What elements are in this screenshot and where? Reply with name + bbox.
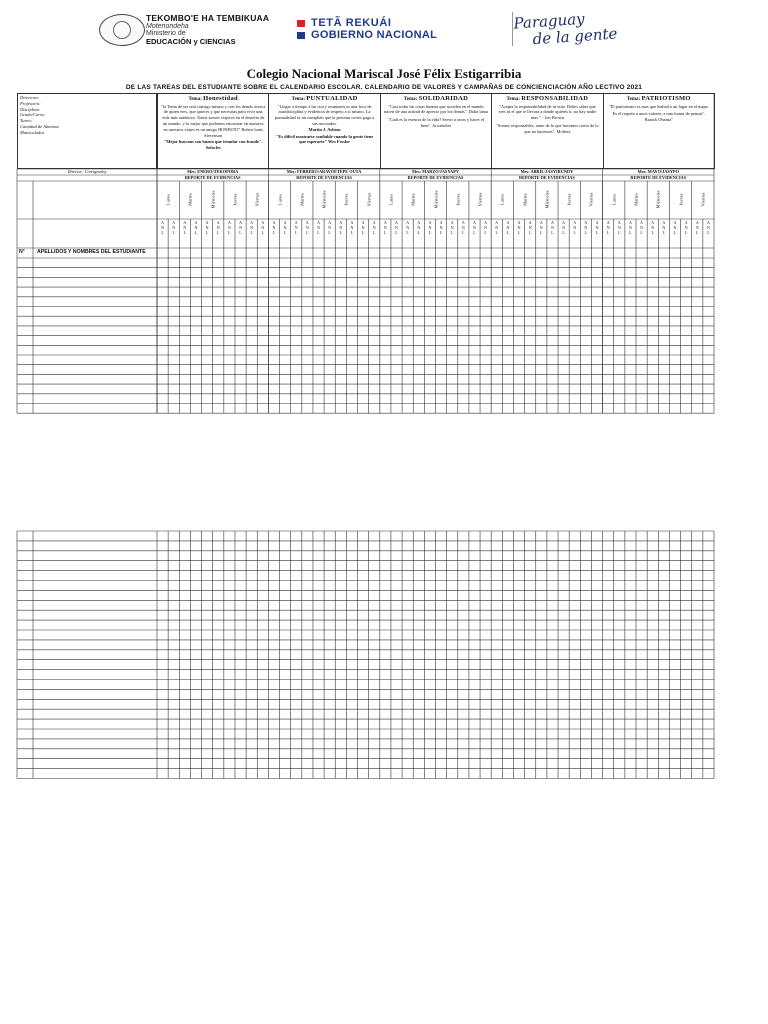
aln-cell: [324, 220, 335, 236]
day-label: Miércoles: [321, 190, 327, 209]
aln-letter: N: [662, 225, 666, 231]
day-label: Miércoles: [544, 190, 550, 209]
info-label: Grado/Curso:: [20, 112, 46, 118]
theme-title-label: Tema:: [403, 97, 419, 102]
aln-letter: L: [250, 230, 253, 236]
theme-name: RESPONSABILIDAD: [521, 95, 589, 102]
aln-letter: A: [461, 220, 465, 225]
aln-cell: [502, 220, 513, 236]
aln-letter: L: [517, 230, 521, 236]
aln-letter: A: [205, 220, 209, 225]
aln-letter: N: [595, 225, 599, 231]
aln-cell: [346, 220, 357, 236]
aln-letter: N: [573, 225, 577, 231]
aln-letter: A: [361, 220, 365, 225]
aln-letter: N: [227, 225, 231, 231]
aln-letter: L: [673, 230, 677, 236]
mec-line2: Motenondeha: [146, 22, 189, 30]
aln-letter: N: [383, 225, 387, 231]
aln-cell: [525, 220, 536, 236]
aln-letter: L: [283, 230, 287, 236]
aln-letter: N: [250, 225, 254, 231]
aln-letter: L: [595, 230, 599, 236]
aln-letter: A: [573, 220, 577, 225]
aln-letter: A: [183, 220, 187, 225]
aln-letter: N: [528, 225, 532, 231]
aln-letter: A: [172, 220, 176, 225]
aln-letter: A: [328, 220, 332, 225]
aln-letter: A: [161, 220, 164, 225]
aln-cell: [257, 220, 268, 236]
aln-cell: [335, 220, 346, 236]
day-label: Martes: [410, 193, 416, 206]
aln-letter: A: [606, 220, 610, 225]
aln-letter: A: [395, 220, 398, 225]
aln-letter: A: [684, 220, 688, 225]
day-label: Lunes: [165, 194, 171, 205]
info-label: Turno:: [20, 118, 33, 123]
day-label: Lunes: [611, 194, 617, 205]
aln-letter: A: [250, 220, 254, 225]
info-label: Profesor/a:: [20, 100, 41, 106]
aln-letter: L: [528, 230, 532, 236]
aln-letter: A: [595, 220, 599, 225]
aln-cell: [157, 220, 168, 236]
aln-cell: [669, 220, 680, 236]
aln-letter: A: [216, 220, 220, 225]
aln-cell: [380, 220, 391, 236]
aln-cell: [413, 220, 424, 236]
slogan-line1: Paraguay: [512, 9, 586, 33]
info-label: Directora:: [20, 95, 40, 100]
aln-letter: L: [540, 230, 543, 236]
aln-letter: A: [662, 220, 666, 225]
aln-letter: N: [684, 225, 688, 231]
aln-letter: A: [617, 220, 621, 225]
aln-letter: N: [261, 225, 265, 231]
aln-letter: N: [283, 225, 287, 231]
aln-letter: A: [317, 220, 320, 225]
aln-cell: [436, 220, 447, 236]
theme-name: PATRIOTISMO: [641, 95, 691, 102]
theme-quote-text: "Llegar a tiempo a las cita y reuniones es una foco de autodisciplina y evidencia de respeto a sí mismo. La puntualidad es un cumplido que la persona cortes paga a sus asociados.: [275, 103, 375, 127]
day-label: Martes: [522, 193, 528, 206]
day-label: Lunes: [499, 194, 505, 205]
aln-cell: [558, 220, 569, 236]
mec-line3: Ministerio de: [146, 30, 186, 38]
info-label: Disciplina:: [20, 106, 41, 112]
aln-cell: [536, 220, 547, 236]
aln-letter: L: [217, 230, 220, 236]
aln-letter: L: [662, 230, 666, 236]
aln-letter: N: [161, 225, 164, 231]
aln-letter: N: [216, 225, 220, 231]
theme-title-label: Tema:: [291, 97, 307, 102]
aln-letter: N: [428, 225, 432, 231]
aln-letter: L: [428, 230, 432, 236]
aln-letter: L: [450, 230, 454, 236]
aln-letter: N: [673, 225, 677, 231]
aln-letter: A: [473, 220, 476, 225]
aln-letter: A: [528, 220, 532, 225]
slogan-line2: de la gente: [532, 23, 618, 48]
aln-cell: [580, 220, 591, 236]
aln-letter: L: [696, 230, 699, 236]
day-label: Miércoles: [433, 190, 438, 209]
aln-letter: N: [628, 225, 632, 231]
aln-letter: N: [584, 225, 588, 231]
aln-letter: L: [183, 230, 187, 236]
aln-letter: L: [417, 230, 420, 236]
aln-cell: [268, 220, 279, 236]
aln-letter: N: [506, 225, 510, 231]
aln-letter: L: [651, 230, 654, 236]
aln-letter: A: [406, 220, 410, 225]
aln-cell: [647, 220, 658, 236]
aln-cell: [235, 220, 246, 236]
aln-letter: L: [484, 230, 487, 236]
aln-letter: N: [484, 225, 488, 231]
aln-letter: L: [361, 230, 365, 236]
day-label: Jueves: [343, 193, 349, 206]
aln-letter: L: [261, 230, 265, 236]
aln-letter: A: [350, 220, 354, 225]
month-label: Mes: ENERO/TEKOPORA: [187, 169, 239, 174]
student-name-header: APELLIDOS Y NOMBRES DEL ESTUDIANTE: [37, 249, 146, 255]
info-label: Cantidad de Alumnos: [20, 123, 59, 129]
mec-line1: TEKOMBO'E HA TEMBIKUAA: [146, 13, 270, 23]
theme-quote-text-2: "Somos responsables, tanto de lo que hacemos como de lo que no hacemos". Moliere: [496, 123, 599, 134]
reporte-label: REPORTE DE EVIDENCIAS: [184, 175, 241, 180]
aln-letter: A: [450, 220, 454, 225]
day-label: Viernes: [700, 192, 706, 207]
aln-letter: L: [562, 230, 565, 236]
theme-quote-text: "El patriotismo es mas que lealtad a un lugar en el mapa.: [608, 103, 709, 109]
aln-letter: A: [305, 220, 309, 225]
day-label: Miércoles: [655, 190, 661, 209]
aln-cell: [636, 220, 647, 236]
aln-letter: L: [462, 230, 465, 236]
aln-letter: L: [384, 230, 387, 236]
aln-cell: [469, 220, 480, 236]
aln-cell: [168, 220, 179, 236]
aln-letter: L: [606, 230, 610, 236]
month-label: Mes: ABRIL/JASYIRUNDY: [520, 169, 574, 174]
aln-cell: [246, 220, 257, 236]
aln-letter: N: [205, 225, 209, 231]
aln-cell: [280, 220, 291, 236]
theme-title-label: Tema:: [506, 97, 522, 102]
aln-cell: [224, 220, 235, 236]
aln-letter: L: [439, 230, 443, 236]
aln-letter: N: [706, 225, 710, 231]
day-label: Viernes: [588, 192, 594, 207]
aln-letter: N: [317, 225, 320, 231]
aln-cell: [547, 220, 558, 236]
page-title: Colegio Nacional Mariscal José Félix Estigarribia: [246, 66, 522, 81]
aln-cell: [603, 220, 614, 236]
aln-letter: L: [317, 230, 320, 236]
aln-cell: [591, 220, 602, 236]
aln-letter: A: [383, 220, 387, 225]
aln-letter: N: [495, 225, 499, 231]
day-label: Lunes: [388, 194, 394, 205]
aln-letter: A: [339, 220, 343, 225]
aln-letter: L: [228, 230, 231, 236]
aln-letter: N: [272, 225, 276, 231]
theme-title-label: Tema:: [626, 97, 642, 102]
aln-letter: N: [395, 225, 398, 231]
aln-letter: N: [562, 225, 566, 231]
aln-letter: N: [517, 225, 521, 231]
gov-line2: GOBIERNO NACIONAL: [311, 28, 438, 41]
page-subtitle: DE LAS TAREAS DEL ESTUDIANTE SOBRE EL CALENDARIO ESCOLAR. CALENDARIO DE VALORES Y CAMPAÑAS DE CONCIENCIACIÓN AÑO LECTIVO 2021: [125, 84, 643, 91]
aln-cell: [313, 220, 324, 236]
day-label: Viernes: [254, 192, 260, 207]
aln-letter: A: [551, 220, 554, 225]
aln-letter: L: [618, 230, 621, 236]
aln-letter: N: [461, 225, 465, 231]
aln-letter: L: [395, 230, 398, 236]
aln-letter: A: [272, 220, 276, 225]
aln-letter: A: [495, 220, 499, 225]
aln-letter: N: [695, 225, 699, 231]
aln-letter: N: [551, 225, 554, 231]
aln-letter: A: [428, 220, 432, 225]
aln-letter: L: [194, 230, 198, 236]
day-label: Lunes: [277, 194, 283, 205]
month-label: Mes: MARZO/JASYAPY: [412, 169, 459, 174]
aln-cell: [658, 220, 669, 236]
theme-quote-text-2: Es el respeto a unos valores, a una forma de pensar". Barack Obama": [612, 111, 706, 123]
aln-letter: N: [183, 225, 187, 231]
theme-name: Honestidad: [203, 95, 238, 102]
theme-highlight-quote: "Es difícil mostrarte confiable cuando la gente tiene que esperarte" Wes Fessler: [275, 133, 374, 145]
aln-cell: [202, 220, 213, 236]
aln-letter: A: [506, 220, 510, 225]
aln-letter: L: [551, 230, 554, 236]
theme-name: SOLIDARIDAD: [418, 95, 469, 102]
aln-cell: [458, 220, 469, 236]
aln-letter: L: [272, 230, 276, 236]
aln-letter: L: [350, 230, 354, 236]
aln-cell: [424, 220, 435, 236]
aln-letter: L: [339, 230, 343, 236]
aln-letter: N: [450, 225, 454, 231]
aln-letter: A: [539, 220, 543, 225]
aln-cell: [369, 220, 380, 236]
aln-letter: L: [328, 230, 331, 236]
reporte-label: REPORTE DE EVIDENCIAS: [296, 175, 352, 180]
aln-letter: A: [584, 220, 588, 225]
theme-quote-text-2: "Cuál es la esencia de la vida? Servir a otros y hacer el bien". Aristóteles: [387, 117, 485, 129]
aln-letter: A: [261, 220, 265, 225]
aln-letter: N: [239, 225, 242, 231]
mec-line4: EDUCACIÓN y CIENCIAS: [146, 36, 236, 46]
number-header: N°: [19, 249, 25, 255]
aln-letter: N: [328, 225, 332, 231]
aln-cell: [358, 220, 369, 236]
reporte-label: REPORTE DE EVIDENCIAS: [630, 175, 687, 180]
theme-quote-author: Martin J. Ashton: [308, 126, 341, 132]
aln-letter: L: [640, 230, 643, 236]
aln-letter: A: [417, 220, 421, 225]
aln-cell: [213, 220, 224, 236]
day-label: Jueves: [455, 193, 461, 206]
day-label: Viernes: [366, 192, 372, 207]
aln-letter: N: [473, 225, 476, 231]
aln-letter: L: [161, 230, 164, 236]
aln-letter: A: [227, 220, 231, 225]
aln-letter: L: [629, 230, 632, 236]
aln-letter: N: [640, 225, 644, 231]
aln-letter: L: [707, 230, 710, 236]
aln-letter: N: [606, 225, 610, 231]
aln-cell: [480, 220, 491, 236]
aln-cell: [291, 220, 302, 236]
info-label: Matriculados: [20, 129, 45, 135]
aln-letter: L: [372, 230, 376, 236]
month-label: Mes: FEBRERO/ARAVOETEPE OUTA: [286, 169, 362, 174]
aln-letter: L: [406, 230, 409, 236]
aln-letter: L: [684, 230, 688, 236]
aln-cell: [513, 220, 524, 236]
aln-letter: A: [695, 220, 699, 225]
day-label: Martes: [187, 193, 193, 206]
theme-quote-text: "Casi todas las cosas buenas que suceden en el mundo nacen de una actitud de aprecio por los demás". Dalai lama: [384, 103, 488, 115]
aln-cell: [391, 220, 402, 236]
aln-cell: [402, 220, 413, 236]
aln-letter: N: [339, 225, 343, 231]
aln-letter: N: [651, 225, 655, 231]
aln-letter: N: [294, 225, 298, 231]
aln-cell: [703, 220, 714, 236]
day-label: Jueves: [566, 193, 572, 206]
aln-letter: L: [584, 230, 588, 236]
aln-letter: A: [439, 220, 443, 225]
aln-cell: [491, 220, 502, 236]
aln-letter: N: [439, 225, 443, 231]
aln-letter: A: [706, 220, 710, 225]
aln-letter: A: [628, 220, 632, 225]
aln-letter: N: [406, 225, 410, 231]
day-label: Miércoles: [210, 190, 216, 209]
aln-cell: [179, 220, 190, 236]
aln-letter: A: [283, 220, 287, 225]
reporte-label: REPORTE DE EVIDENCIAS: [519, 175, 575, 180]
day-label: Martes: [633, 193, 639, 206]
aln-letter: N: [194, 225, 198, 231]
aln-letter: L: [239, 230, 242, 236]
aln-letter: N: [539, 225, 543, 231]
aln-letter: L: [295, 230, 298, 236]
aln-letter: A: [651, 220, 655, 225]
aln-letter: A: [194, 220, 198, 225]
aln-letter: L: [506, 230, 510, 236]
aln-letter: A: [294, 220, 298, 225]
day-label: Jueves: [232, 193, 238, 206]
aln-cell: [190, 220, 201, 236]
aln-cell: [692, 220, 703, 236]
aln-letter: N: [350, 225, 354, 231]
aln-cell: [447, 220, 458, 236]
aln-letter: L: [573, 230, 576, 236]
aln-cell: [302, 220, 313, 236]
aln-cell: [569, 220, 580, 236]
aln-letter: A: [562, 220, 566, 225]
theme-quote-text: "la Tenía de ser real consigo mismo y con los demás acerca de quien eres, que quieres y que necesitas para vivir una vida más auténtica. Todos somos viajeros en el desierto de un mundo, y lo mejor que podemos encontrar en nuestros en nuestros viajes es un amigo HONESTO" Robert louis Stevenson: [161, 103, 266, 138]
aln-letter: A: [517, 220, 521, 225]
aln-cell: [681, 220, 692, 236]
aln-cell: [614, 220, 625, 236]
aln-letter: L: [172, 230, 175, 236]
theme-name: PUNTUALIDAD: [306, 95, 358, 102]
aln-letter: A: [640, 220, 644, 225]
aln-letter: L: [473, 230, 476, 236]
aln-letter: N: [172, 225, 176, 231]
director-label: Director: Corrigendoy: [67, 169, 107, 174]
day-label: Viernes: [477, 192, 483, 207]
aln-letter: N: [617, 225, 621, 231]
aln-cell: [625, 220, 636, 236]
aln-letter: N: [305, 225, 309, 231]
gov-line1: TETÃ REKUÁI: [311, 17, 392, 29]
aln-letter: N: [372, 225, 376, 231]
aln-letter: A: [372, 220, 376, 225]
aln-letter: L: [205, 230, 209, 236]
month-label: Mes: MAYO/JASYPO: [637, 169, 679, 174]
theme-quote-text: "Acepta la responsabilidad de tu vida. Debes saber que eres tú el que te llevara a donde quieres ir, no hay nadie mas." - Les Brown: [498, 103, 597, 121]
reporte-label: REPORTE DE EVIDENCIAS: [407, 175, 464, 180]
aln-letter: L: [306, 230, 309, 236]
theme-highlight-quote: "Mejor buscaus son bueno que triunfar con fraude". Sofocles: [163, 139, 263, 151]
aln-letter: N: [361, 225, 365, 231]
aln-letter: A: [673, 220, 677, 225]
aln-letter: A: [484, 220, 488, 225]
day-label: Jueves: [678, 193, 684, 206]
aln-letter: L: [495, 230, 498, 236]
aln-letter: N: [417, 225, 421, 231]
theme-title-label: Tema:: [188, 97, 204, 102]
aln-letter: A: [239, 220, 242, 225]
day-label: Martes: [299, 193, 305, 206]
